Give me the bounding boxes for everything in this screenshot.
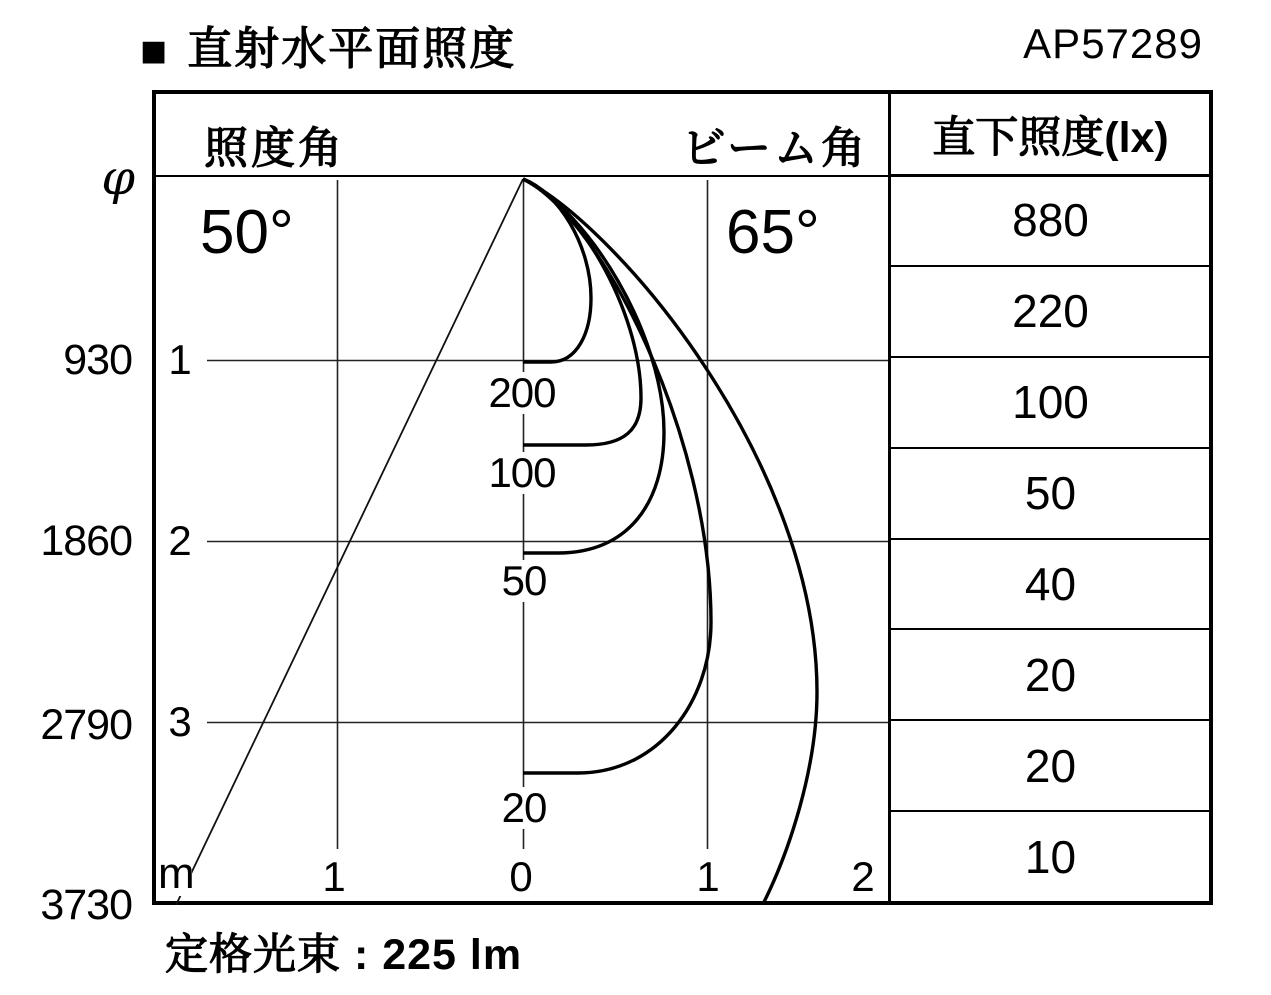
phi-value-4m: 3730 (40, 881, 132, 929)
table-row: 50 (891, 447, 1210, 538)
table-row: 220 (891, 265, 1210, 356)
x-tick-left-1: 1 (317, 856, 351, 898)
depth-tick-1m: 1 (168, 336, 192, 383)
depth-tick-3m: 3 (168, 698, 192, 745)
illuminance-table-header: 直下照度(lx) (932, 113, 1169, 162)
table-row: 20 (891, 628, 1210, 719)
phi-symbol: φ (101, 150, 135, 206)
depth-tick-2m: 2 (168, 517, 192, 564)
phi-value-3m: 2790 (40, 701, 132, 749)
isolux-curve-50 (523, 179, 664, 553)
table-row: 880 (891, 174, 1210, 265)
page-title (140, 12, 516, 77)
curve-label-20: 20 (494, 787, 554, 829)
curve-label-100: 100 (482, 452, 562, 494)
table-row: 10 (891, 810, 1210, 901)
page-title-text: 直射水平面照度 (187, 23, 517, 74)
beam-angle-value: 65° (726, 198, 820, 267)
table-row: 20 (891, 719, 1210, 810)
curve-label-50: 50 (494, 560, 554, 602)
x-unit-label: m (158, 849, 195, 898)
illuminance-angle-value: 50° (200, 198, 294, 267)
x-tick-0: 0 (504, 856, 538, 898)
rated-flux-note: 定格光束 : 225 lm (165, 931, 523, 979)
table-row: 40 (891, 538, 1210, 629)
x-tick-right-2: 2 (846, 856, 880, 898)
illuminance-angle-label: 照度角 (204, 124, 345, 173)
table-row: 100 (891, 356, 1210, 447)
x-tick-right-1: 1 (691, 856, 725, 898)
beam-angle-label: ビーム角 (681, 124, 868, 173)
product-code: AP57289 (1023, 20, 1203, 67)
square-bullet-icon: ■ (140, 25, 170, 76)
direct-illuminance-table (891, 94, 1210, 901)
phi-value-2m: 1860 (40, 517, 132, 565)
curve-label-200: 200 (482, 372, 562, 414)
phi-value-1m: 930 (63, 336, 132, 384)
